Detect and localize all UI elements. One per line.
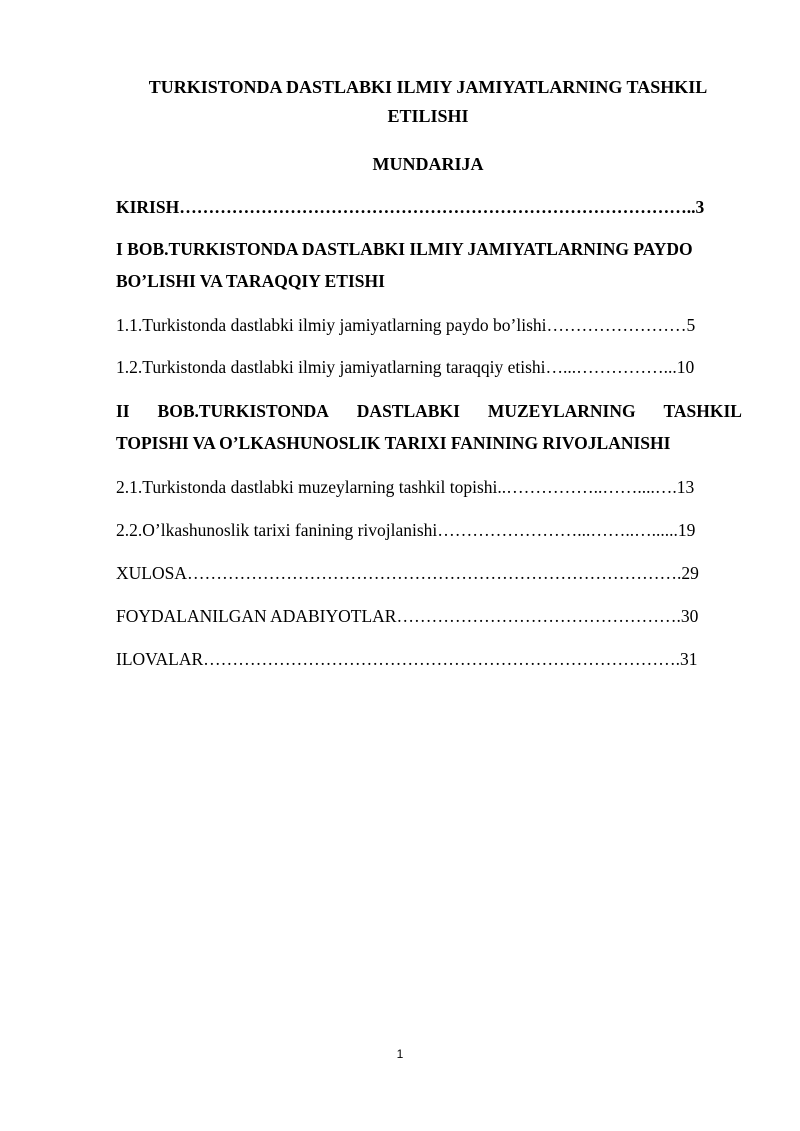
toc-chapter-2-word: TASHKIL <box>663 401 742 421</box>
toc-entry-ilovalar: ILOVALAR……………………………………………………………………….31 <box>116 649 698 669</box>
toc-chapter-2-word: MUZEYLARNING <box>487 401 636 421</box>
page-number: 1 <box>396 1047 404 1061</box>
toc-chapter-2-word: II <box>116 401 130 421</box>
contents-heading: MUNDARIJA <box>372 154 484 174</box>
toc-section-2-1: 2.1.Turkistonda dastlabki muzeylarning tashkil topishi..……………..……....….13 <box>116 477 695 497</box>
toc-entry-xulosa: XULOSA………………………………………………………………………….29 <box>116 563 699 583</box>
toc-chapter-1-line-2: BO’LISHI VA TARAQQIY ETISHI <box>116 271 385 291</box>
toc-section-2-2: 2.2.O’lkashunoslik tarixi fanining rivojlanishi……………………...……..…......19 <box>116 520 696 540</box>
toc-chapter-2-word: DASTLABKI <box>356 401 460 421</box>
toc-section-1-1: 1.1.Turkistonda dastlabki ilmiy jamiyatlarning paydo bo’lishi……………………5 <box>116 315 696 335</box>
document-title-line-1: TURKISTONDA DASTLABKI ILMIY JAMIYATLARNING TASHKIL <box>148 77 708 97</box>
document-title-line-2: ETILISHI <box>387 106 469 126</box>
toc-chapter-2-line-2: TOPISHI VA O’LKASHUNOSLIK TARIXI FANINING RIVOJLANISHI <box>116 433 671 453</box>
toc-chapter-2-line-1 <box>116 397 742 426</box>
toc-chapter-1-line-1: I BOB.TURKISTONDA DASTLABKI ILMIY JAMIYATLARNING PAYDO <box>116 239 693 259</box>
toc-section-1-2: 1.2.Turkistonda dastlabki ilmiy jamiyatlarning taraqqiy etishi…...……………...10 <box>116 357 695 377</box>
toc-entry-adabiyotlar: FOYDALANILGAN ADABIYOTLAR………………………………………….30 <box>116 606 699 626</box>
toc-chapter-2-word: BOB.TURKISTONDA <box>157 401 329 421</box>
toc-entry-kirish: KIRISH……………………………………………………………………………..3 <box>116 197 705 217</box>
